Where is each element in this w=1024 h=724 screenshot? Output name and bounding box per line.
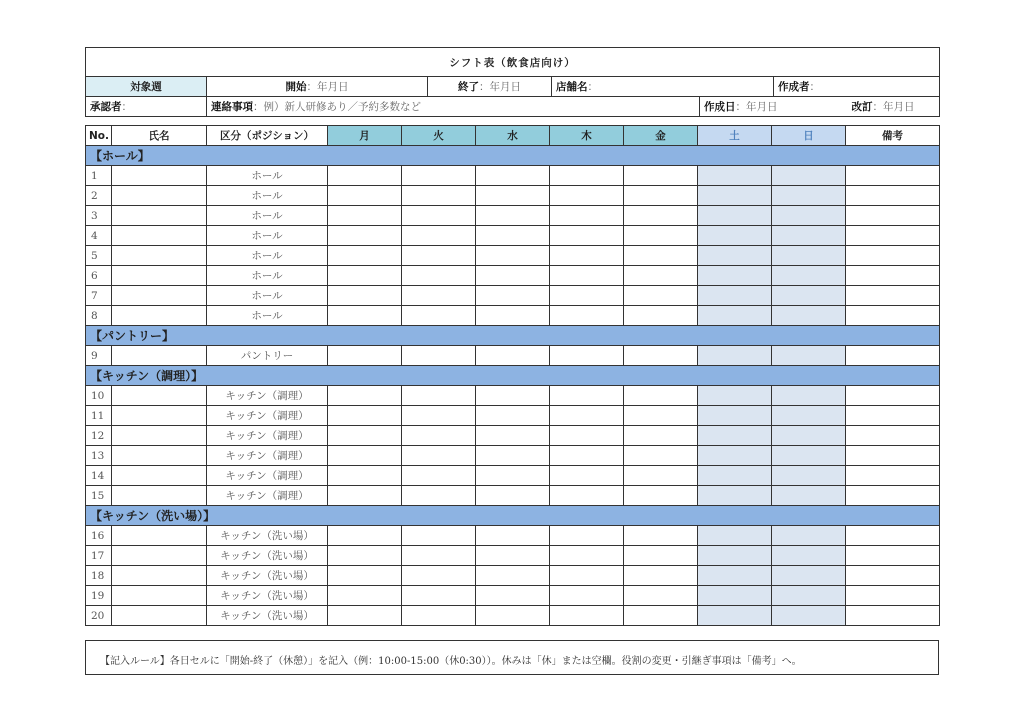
shift-cell-sun[interactable] [772,226,846,246]
col-mon: 月 [328,126,402,146]
position-cell[interactable]: キッチン（調理） [207,426,328,446]
shift-cell-mon[interactable] [328,606,402,626]
shift-cell-thu[interactable] [550,346,624,366]
shift-cell-fri[interactable] [624,206,698,226]
shift-cell-tue[interactable] [402,286,476,306]
shift-cell-fri[interactable] [624,286,698,306]
shift-cell-fri[interactable] [624,426,698,446]
shift-cell-thu[interactable] [550,486,624,506]
shift-cell-sat[interactable] [698,186,772,206]
shift-cell-sun[interactable] [772,386,846,406]
name-cell[interactable] [112,586,207,606]
name-cell[interactable] [112,266,207,286]
table-row [86,426,940,446]
shift-cell-sat[interactable] [698,526,772,546]
section-title: 【キッチン（洗い場）】 [86,506,940,526]
row-number: 8 [86,306,112,326]
remarks-cell[interactable] [846,486,940,506]
header-table [85,47,940,117]
shift-cell-sun[interactable] [772,526,846,546]
row-number: 14 [86,466,112,486]
store-value: ： [587,81,598,93]
shift-table [85,125,940,626]
remarks-cell[interactable] [846,446,940,466]
remarks-cell[interactable] [846,166,940,186]
author-label: 作成者 [778,81,810,93]
shift-cell-mon[interactable] [328,166,402,186]
shift-cell-sat[interactable] [698,446,772,466]
author-value: ： [809,81,820,93]
shift-cell-tue[interactable] [402,566,476,586]
shift-cell-sat[interactable] [698,206,772,226]
table-row [86,606,940,626]
section-header [86,366,940,386]
shift-cell-sat[interactable] [698,306,772,326]
shift-cell-thu[interactable] [550,446,624,466]
shift-cell-wed[interactable] [476,386,550,406]
remarks-cell[interactable] [846,566,940,586]
shift-cell-tue[interactable] [402,586,476,606]
shift-cell-sun[interactable] [772,486,846,506]
shift-cell-tue[interactable] [402,406,476,426]
col-sun: 日 [772,126,846,146]
name-cell[interactable] [112,166,207,186]
shift-cell-sat[interactable] [698,486,772,506]
section-header [86,146,940,166]
entry-rules-note: 【記入ルール】各日セルに「開始-終了（休憩）」を記入（例：10:00-15:00（休0:30））。休みは「休」または空欄。役割の変更・引継ぎ事項は「備考」へ。 [85,640,939,675]
name-cell[interactable] [112,246,207,266]
remarks-cell[interactable] [846,306,940,326]
shift-cell-sat[interactable] [698,566,772,586]
position-cell[interactable]: キッチン（調理） [207,486,328,506]
shift-cell-sun[interactable] [772,286,846,306]
shift-cell-fri[interactable] [624,606,698,626]
shift-cell-thu[interactable] [550,586,624,606]
section-title: 【キッチン（調理）】 [86,366,940,386]
shift-cell-wed[interactable] [476,466,550,486]
section-header [86,326,940,346]
remarks-cell[interactable] [846,406,940,426]
page-title: シフト表（飲食店向け） [86,48,940,77]
created-label: 作成日 [704,101,736,113]
shift-cell-sat[interactable] [698,226,772,246]
shift-cell-wed[interactable] [476,226,550,246]
shift-cell-fri[interactable] [624,566,698,586]
table-row [86,226,940,246]
shift-cell-sun[interactable] [772,466,846,486]
name-cell[interactable] [112,486,207,506]
name-cell[interactable] [112,186,207,206]
shift-cell-thu[interactable] [550,386,624,406]
shift-cell-wed[interactable] [476,446,550,466]
shift-cell-fri[interactable] [624,226,698,246]
shift-cell-fri[interactable] [624,526,698,546]
name-cell[interactable] [112,206,207,226]
row-number: 7 [86,286,112,306]
shift-cell-wed[interactable] [476,566,550,586]
shift-cell-tue[interactable] [402,426,476,446]
remarks-cell[interactable] [846,226,940,246]
shift-cell-tue[interactable] [402,346,476,366]
position-cell[interactable]: ホール [207,186,328,206]
table-row [86,546,940,566]
shift-cell-sun[interactable] [772,446,846,466]
col-no: No. [86,126,112,146]
shift-cell-sun[interactable] [772,346,846,366]
shift-cell-mon[interactable] [328,346,402,366]
notes-value: ：例）新人研修あり／予約多数など [253,101,421,113]
shift-cell-tue[interactable] [402,306,476,326]
col-sat: 土 [698,126,772,146]
shift-cell-mon[interactable] [328,266,402,286]
shift-cell-sun[interactable] [772,186,846,206]
end-value: ：年月日 [479,81,521,93]
shift-cell-thu[interactable] [550,406,624,426]
shift-cell-mon[interactable] [328,526,402,546]
shift-cell-tue[interactable] [402,166,476,186]
remarks-cell[interactable] [846,246,940,266]
shift-cell-thu[interactable] [550,306,624,326]
shift-cell-sat[interactable] [698,346,772,366]
shift-cell-sat[interactable] [698,246,772,266]
shift-cell-tue[interactable] [402,446,476,466]
shift-cell-thu[interactable] [550,546,624,566]
created-value: ：年月日 [735,101,778,113]
shift-cell-fri[interactable] [624,306,698,326]
shift-cell-thu[interactable] [550,166,624,186]
name-cell[interactable] [112,566,207,586]
name-cell[interactable] [112,406,207,426]
shift-cell-sun[interactable] [772,306,846,326]
shift-cell-sat[interactable] [698,546,772,566]
table-row [86,566,940,586]
table-row [86,186,940,206]
section-header [86,506,940,526]
shift-cell-mon[interactable] [328,566,402,586]
section-title: 【ホール】 [86,146,940,166]
remarks-cell[interactable] [846,266,940,286]
shift-cell-mon[interactable] [328,446,402,466]
row-number: 20 [86,606,112,626]
col-fri: 金 [624,126,698,146]
shift-cell-mon[interactable] [328,586,402,606]
shift-cell-wed[interactable] [476,346,550,366]
shift-cell-thu[interactable] [550,186,624,206]
shift-cell-thu[interactable] [550,206,624,226]
col-name: 氏名 [112,126,207,146]
shift-cell-mon[interactable] [328,406,402,426]
shift-cell-tue[interactable] [402,466,476,486]
row-number: 4 [86,226,112,246]
table-row [86,466,940,486]
shift-cell-sat[interactable] [698,586,772,606]
name-cell[interactable] [112,606,207,626]
shift-cell-fri[interactable] [624,386,698,406]
shift-cell-mon[interactable] [328,466,402,486]
shift-cell-mon[interactable] [328,386,402,406]
shift-cell-tue[interactable] [402,386,476,406]
end-field[interactable] [428,77,552,97]
start-label: 開始 [285,81,307,93]
position-cell[interactable]: ホール [207,266,328,286]
table-row [86,206,940,226]
shift-table-body [86,146,940,626]
shift-cell-wed[interactable] [476,526,550,546]
shift-cell-sat[interactable] [698,286,772,306]
shift-cell-sat[interactable] [698,386,772,406]
shift-cell-sat[interactable] [698,426,772,446]
row-number: 5 [86,246,112,266]
shift-cell-wed[interactable] [476,426,550,446]
shift-cell-thu[interactable] [550,606,624,626]
revised-field[interactable] [848,97,940,117]
notes-label: 連絡事項 [211,101,253,113]
row-number: 13 [86,446,112,466]
shift-cell-wed[interactable] [476,266,550,286]
row-number: 18 [86,566,112,586]
start-field[interactable] [207,77,428,97]
shift-cell-wed[interactable] [476,166,550,186]
approver-field[interactable] [86,97,207,117]
revised-label: 改訂 [851,101,873,113]
position-cell[interactable]: ホール [207,246,328,266]
shift-cell-wed[interactable] [476,486,550,506]
shift-cell-wed[interactable] [476,546,550,566]
shift-cell-fri[interactable] [624,466,698,486]
table-row [86,166,940,186]
shift-cell-thu[interactable] [550,426,624,446]
created-field[interactable] [700,97,848,117]
name-cell[interactable] [112,346,207,366]
shift-cell-sat[interactable] [698,166,772,186]
row-number: 2 [86,186,112,206]
start-value: ：年月日 [306,81,349,93]
position-cell[interactable]: パントリー [207,346,328,366]
shift-cell-fri[interactable] [624,446,698,466]
shift-cell-thu[interactable] [550,526,624,546]
shift-cell-mon[interactable] [328,486,402,506]
table-row [86,266,940,286]
row-number: 10 [86,386,112,406]
shift-cell-sun[interactable] [772,206,846,226]
name-cell[interactable] [112,426,207,446]
shift-cell-sat[interactable] [698,406,772,426]
shift-cell-fri[interactable] [624,186,698,206]
position-cell[interactable]: キッチン（洗い場） [207,606,328,626]
name-cell[interactable] [112,306,207,326]
shift-cell-sun[interactable] [772,266,846,286]
shift-cell-tue[interactable] [402,526,476,546]
shift-cell-sun[interactable] [772,546,846,566]
shift-cell-sun[interactable] [772,426,846,446]
position-cell[interactable]: ホール [207,206,328,226]
row-number: 11 [86,406,112,426]
shift-cell-sun[interactable] [772,246,846,266]
target-week-label: 対象週 [86,77,207,97]
shift-cell-tue[interactable] [402,606,476,626]
position-cell[interactable]: ホール [207,306,328,326]
shift-cell-thu[interactable] [550,246,624,266]
table-row [86,246,940,266]
remarks-cell[interactable] [846,466,940,486]
row-number: 19 [86,586,112,606]
shift-cell-mon[interactable] [328,186,402,206]
shift-cell-wed[interactable] [476,286,550,306]
author-field[interactable] [774,77,940,97]
shift-cell-thu[interactable] [550,226,624,246]
row-number: 12 [86,426,112,446]
shift-cell-mon[interactable] [328,306,402,326]
position-cell[interactable]: キッチン（調理） [207,386,328,406]
shift-cell-sun[interactable] [772,586,846,606]
row-number: 15 [86,486,112,506]
col-position: 区分（ポジション） [207,126,328,146]
table-row [86,386,940,406]
row-number: 3 [86,206,112,226]
shift-cell-wed[interactable] [476,586,550,606]
shift-cell-fri[interactable] [624,346,698,366]
row-number: 17 [86,546,112,566]
shift-cell-tue[interactable] [402,206,476,226]
shift-cell-wed[interactable] [476,406,550,426]
table-row [86,446,940,466]
shift-cell-wed[interactable] [476,606,550,626]
shift-cell-mon[interactable] [328,206,402,226]
name-cell[interactable] [112,386,207,406]
remarks-cell[interactable] [846,286,940,306]
shift-cell-thu[interactable] [550,566,624,586]
position-cell[interactable]: ホール [207,286,328,306]
table-row [86,406,940,426]
col-tue: 火 [402,126,476,146]
revised-value: ：年月日 [872,101,915,113]
col-remarks: 備考 [846,126,940,146]
shift-cell-thu[interactable] [550,286,624,306]
store-label: 店舗名 [556,81,588,93]
shift-cell-mon[interactable] [328,246,402,266]
name-cell[interactable] [112,226,207,246]
shift-cell-sun[interactable] [772,166,846,186]
approver-label: 承認者 [90,101,122,113]
shift-cell-fri[interactable] [624,266,698,286]
approver-value: ： [121,101,132,113]
table-row [86,486,940,506]
shift-cell-fri[interactable] [624,406,698,426]
table-row [86,306,940,326]
remarks-cell[interactable] [846,186,940,206]
shift-cell-sat[interactable] [698,606,772,626]
remarks-cell[interactable] [846,546,940,566]
shift-cell-sun[interactable] [772,406,846,426]
position-cell[interactable]: キッチン（調理） [207,466,328,486]
shift-cell-wed[interactable] [476,246,550,266]
shift-cell-mon[interactable] [328,546,402,566]
shift-cell-tue[interactable] [402,486,476,506]
remarks-cell[interactable] [846,526,940,546]
end-label: 終了 [458,81,479,93]
position-cell[interactable]: ホール [207,226,328,246]
shift-cell-fri[interactable] [624,246,698,266]
row-number: 1 [86,166,112,186]
shift-cell-thu[interactable] [550,266,624,286]
shift-cell-sat[interactable] [698,466,772,486]
position-cell[interactable]: キッチン（調理） [207,406,328,426]
remarks-cell[interactable] [846,386,940,406]
shift-sheet [85,47,939,626]
shift-cell-wed[interactable] [476,306,550,326]
shift-cell-tue[interactable] [402,186,476,206]
table-row [86,586,940,606]
name-cell[interactable] [112,466,207,486]
position-cell[interactable]: キッチン（洗い場） [207,566,328,586]
table-row [86,346,940,366]
shift-cell-tue[interactable] [402,226,476,246]
remarks-cell[interactable] [846,586,940,606]
col-thu: 木 [550,126,624,146]
position-cell[interactable]: ホール [207,166,328,186]
shift-cell-sun[interactable] [772,606,846,626]
shift-cell-sat[interactable] [698,266,772,286]
col-wed: 水 [476,126,550,146]
store-field[interactable] [552,77,774,97]
shift-cell-fri[interactable] [624,486,698,506]
shift-cell-fri[interactable] [624,586,698,606]
section-title: 【パントリー】 [86,326,940,346]
shift-cell-mon[interactable] [328,226,402,246]
table-row [86,286,940,306]
shift-cell-tue[interactable] [402,246,476,266]
shift-cell-fri[interactable] [624,166,698,186]
remarks-cell[interactable] [846,206,940,226]
shift-cell-tue[interactable] [402,266,476,286]
position-cell[interactable]: キッチン（洗い場） [207,546,328,566]
position-cell[interactable]: キッチン（調理） [207,446,328,466]
remarks-cell[interactable] [846,606,940,626]
shift-cell-thu[interactable] [550,466,624,486]
shift-cell-tue[interactable] [402,546,476,566]
table-row [86,526,940,546]
shift-cell-mon[interactable] [328,426,402,446]
row-number: 9 [86,346,112,366]
position-cell[interactable]: キッチン（洗い場） [207,526,328,546]
shift-cell-mon[interactable] [328,286,402,306]
remarks-cell[interactable] [846,346,940,366]
shift-cell-wed[interactable] [476,206,550,226]
name-cell[interactable] [112,526,207,546]
shift-cell-wed[interactable] [476,186,550,206]
notes-field[interactable] [207,97,700,117]
row-number: 16 [86,526,112,546]
shift-cell-fri[interactable] [624,546,698,566]
shift-cell-sun[interactable] [772,566,846,586]
position-cell[interactable]: キッチン（洗い場） [207,586,328,606]
remarks-cell[interactable] [846,426,940,446]
name-cell[interactable] [112,446,207,466]
name-cell[interactable] [112,286,207,306]
row-number: 6 [86,266,112,286]
name-cell[interactable] [112,546,207,566]
